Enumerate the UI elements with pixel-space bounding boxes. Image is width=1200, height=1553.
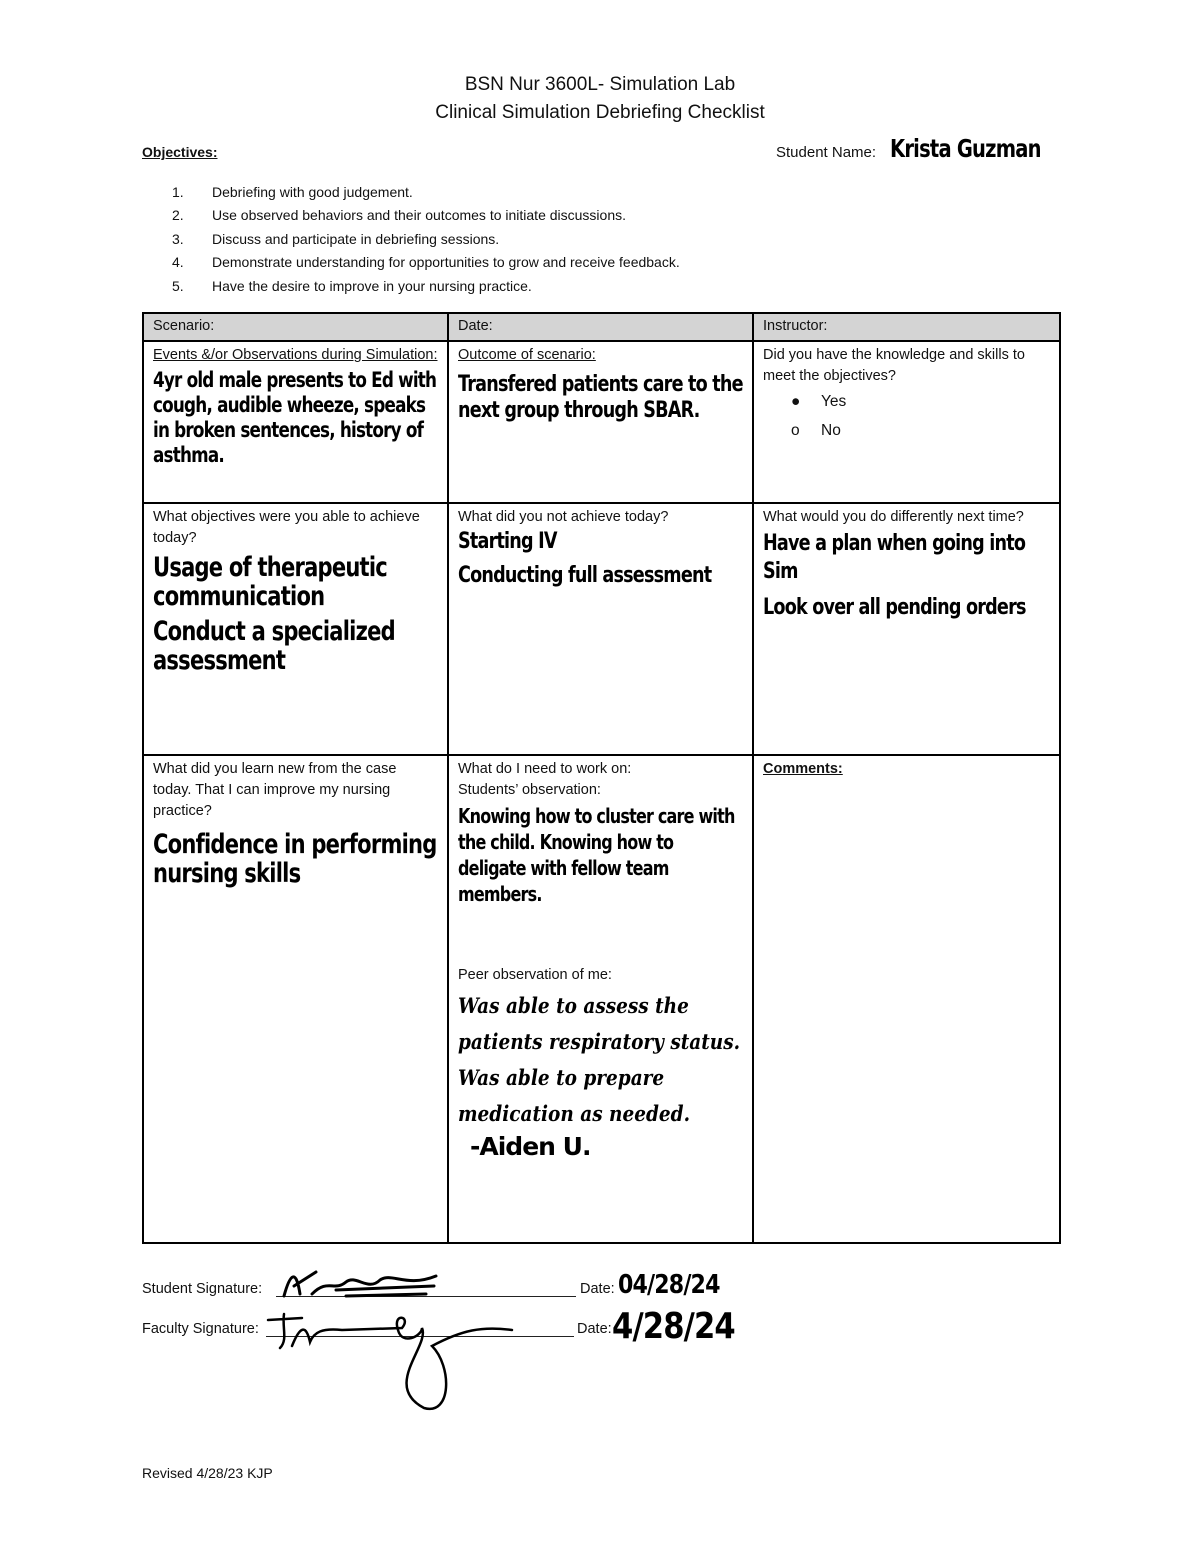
not-achieved-question: What did you not achieve today? — [458, 509, 669, 525]
student-date-value[interactable]: 04/28/24 — [618, 1270, 720, 1300]
objective-text: Debriefing with good judgement. — [212, 184, 413, 200]
instructor-cell[interactable]: Instructor: — [753, 313, 1060, 341]
not-achieved-cell[interactable] — [448, 503, 753, 755]
objective-item — [172, 251, 680, 274]
objective-text: Use observed behaviors and their outcomes to initiate discussions. — [212, 207, 626, 224]
peer-signature: -Aiden U. — [470, 1132, 591, 1161]
outcome-value: Transfered patients care to the next group through SBAR. — [458, 372, 743, 423]
outcome-cell[interactable] — [448, 341, 753, 503]
faculty-date-label: Date: — [577, 1321, 612, 1337]
objective-item — [172, 275, 680, 298]
objectives-heading: Objectives: — [142, 144, 218, 160]
students-observation-label: Students’ observation: — [458, 782, 601, 798]
student-name-label: Student Name: — [776, 144, 877, 161]
learned-cell[interactable] — [143, 755, 448, 1243]
learned-question: What did you learn new from the case today. That I can improve my nursing practice? — [153, 761, 397, 819]
differently-value-2: Look over all pending orders — [763, 595, 1026, 620]
events-value: 4yr old male presents to Ed with cough, audible wheeze, speaks in broken sentences, history of asthma. — [153, 368, 437, 467]
yes-option[interactable] — [791, 387, 1050, 417]
empty-bullet-icon: o — [791, 422, 800, 439]
student-signature-label: Student Signature: — [142, 1281, 263, 1297]
student-name-value[interactable]: Krista Guzman — [890, 134, 1041, 163]
achieved-value-2: Conduct a specialized assessment — [153, 616, 395, 676]
comments-label: Comments: — [763, 761, 843, 777]
objective-text: Discuss and participate in debriefing sessions. — [212, 230, 500, 247]
outcome-label: Outcome of scenario: — [458, 347, 596, 363]
peer-observation-value: Was able to assess the patients respiratory status. Was able to prepare medication as needed. — [458, 993, 741, 1126]
objective-item — [172, 204, 680, 227]
objective-item — [172, 181, 680, 204]
table-row — [143, 503, 1060, 755]
peer-observation-label: Peer observation of me: — [458, 967, 612, 983]
objective-number: 3. — [172, 230, 184, 247]
document-title: BSN Nur 3600L- Simulation Lab — [464, 74, 736, 95]
document-subtitle: Clinical Simulation Debriefing Checklist — [435, 102, 765, 123]
knowledge-question: Did you have the knowledge and skills to meet the objectives? — [763, 347, 1025, 384]
events-cell[interactable] — [143, 341, 448, 503]
no-option[interactable] — [791, 417, 1050, 445]
scenario-cell[interactable]: Scenario: — [143, 313, 448, 341]
filled-bullet-icon: ● — [791, 393, 801, 410]
work-on-label: What do I need to work on: — [458, 761, 632, 777]
peer-observation — [458, 965, 743, 1161]
no-label: No — [821, 422, 841, 439]
students-observation-value: Knowing how to cluster care with the child. Knowing how to deligate with fellow team members. — [458, 804, 735, 906]
work-on-cell[interactable] — [448, 755, 753, 1243]
table-row — [143, 341, 1060, 503]
student-signature-scribble — [276, 1264, 446, 1304]
achieved-value-1: Usage of therapeutic communication — [153, 552, 387, 612]
date-cell[interactable]: Date: — [448, 313, 753, 341]
differently-question: What would you do differently next time? — [763, 509, 1024, 525]
yes-label: Yes — [821, 393, 847, 410]
not-achieved-value-2: Conducting full assessment — [458, 563, 712, 588]
objective-number: 4. — [172, 254, 184, 271]
table-header-row — [143, 313, 1060, 341]
objective-item — [172, 228, 680, 251]
objective-number: 2. — [172, 207, 184, 224]
faculty-signature-label: Faculty Signature: — [142, 1321, 259, 1337]
debriefing-table — [142, 312, 1061, 1244]
table-row — [143, 755, 1060, 1243]
objective-number: 5. — [172, 277, 184, 294]
comments-cell[interactable] — [753, 755, 1060, 1243]
not-achieved-value-1: Starting IV — [458, 529, 557, 554]
faculty-date-value[interactable]: 4/28/24 — [612, 1306, 735, 1347]
achieved-cell[interactable] — [143, 503, 448, 755]
events-label: Events &/or Observations during Simulation: — [153, 347, 438, 363]
differently-value-1: Have a plan when going into Sim — [763, 531, 1026, 584]
knowledge-cell — [753, 341, 1060, 503]
objective-text: Demonstrate understanding for opportunities to grow and receive feedback. — [212, 254, 680, 271]
learned-value: Confidence in performing nursing skills — [153, 829, 437, 889]
revision-note: Revised 4/28/23 KJP — [142, 1465, 273, 1481]
differently-cell[interactable] — [753, 503, 1060, 755]
objective-text: Have the desire to improve in your nursing practice. — [212, 277, 532, 294]
objective-number: 1. — [172, 184, 184, 200]
achieved-question: What objectives were you able to achieve today? — [153, 509, 420, 546]
student-date-label: Date: — [580, 1281, 615, 1297]
objectives-list — [172, 181, 680, 298]
faculty-signature-scribble — [262, 1306, 522, 1416]
